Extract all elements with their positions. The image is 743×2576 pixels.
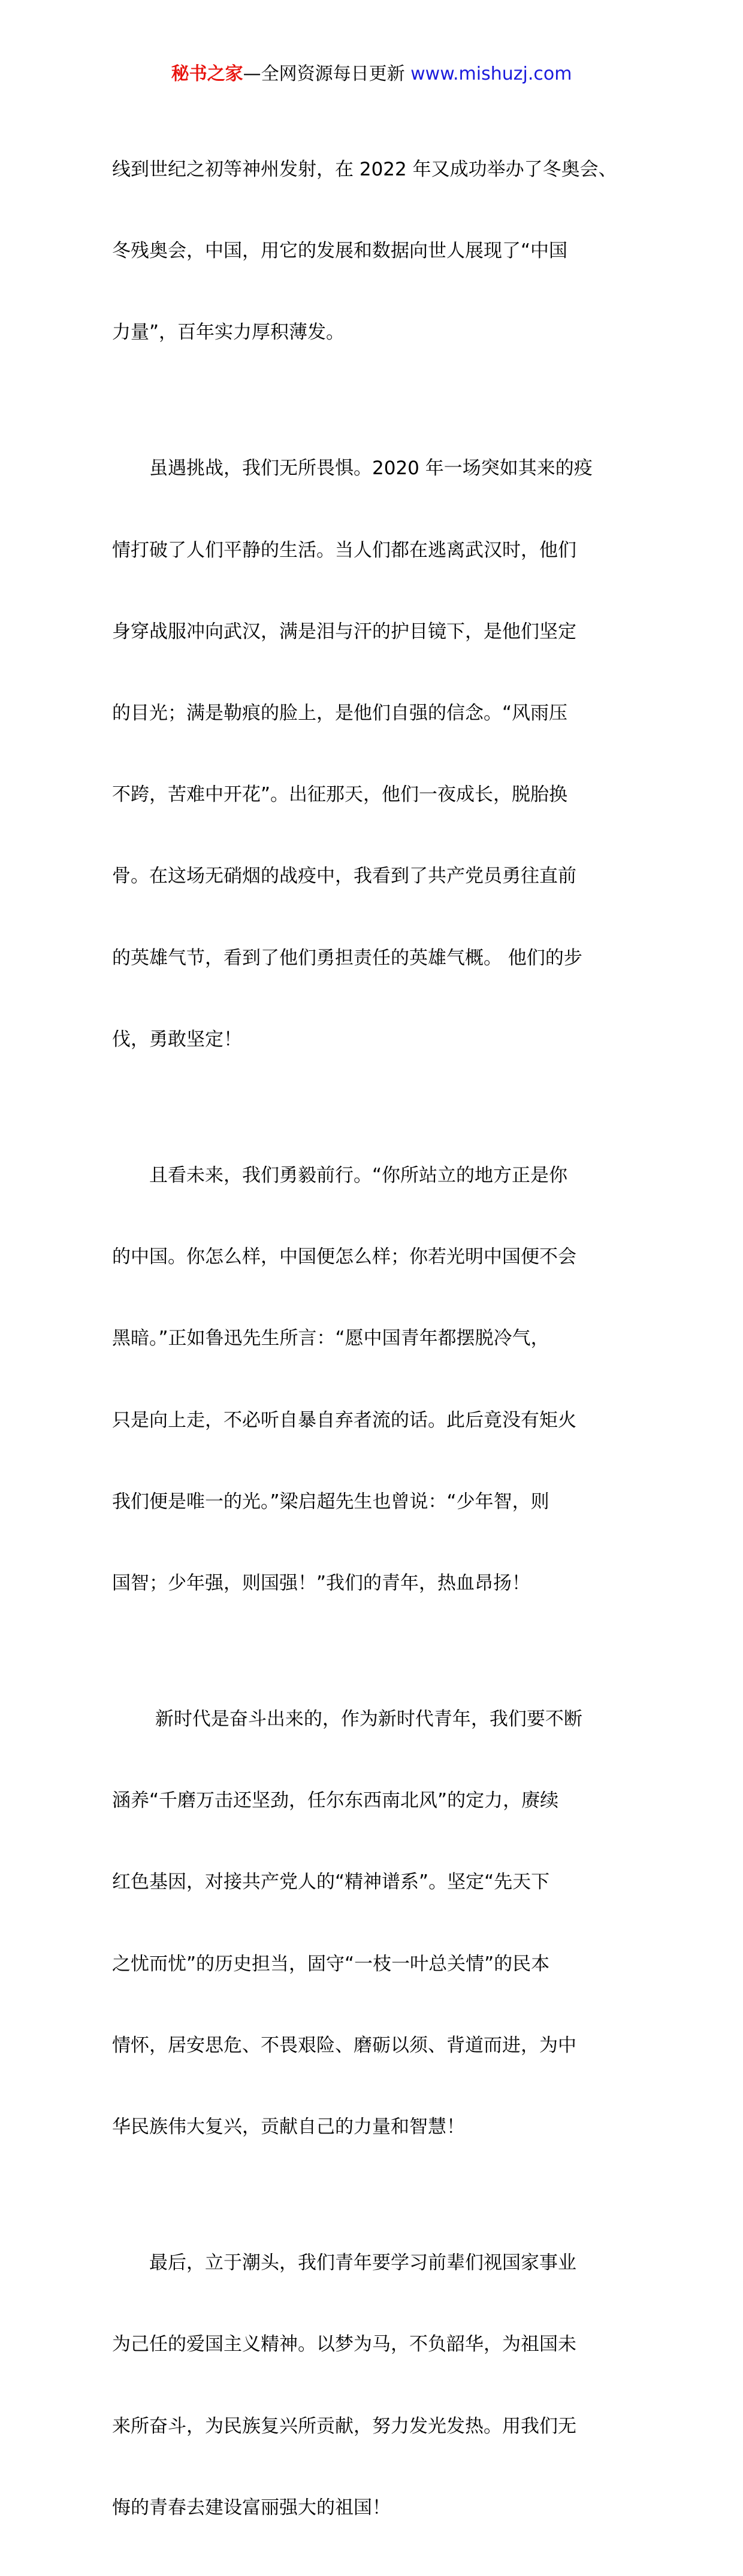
text-line: 最后，立于潮头，我们青年要学习前辈们视国家事业	[112, 2252, 576, 2274]
text-line: 虽遇挑战，我们无所畏惧。2020 年一场突如其来的疫	[112, 457, 593, 480]
site-url-link[interactable]: www.mishuzj.com	[410, 63, 572, 84]
text-line: 只是向上走，不必听自暴自弃者流的话。此后竟没有矩火	[112, 1409, 576, 1431]
paragraph	[112, 401, 631, 1108]
text-line: 力量”，百年实力厚积薄发。	[112, 322, 345, 344]
brand-name: 秘书之家	[171, 63, 243, 84]
text-line: 悔的青春去建设富丽强大的祖国！	[112, 2496, 391, 2519]
text-line: 线到世纪之初等神州发射，在 2022 年又成功举办了冬奥会、	[112, 158, 617, 180]
text-line: 情怀，居安思危、不畏艰险、磨砺以须、背道而进，为中	[112, 2034, 576, 2056]
page-header	[0, 60, 743, 89]
document-body	[112, 102, 631, 2576]
text-line: 的目光；满是勒痕的脸上，是他们自强的信念。“风雨压	[112, 702, 568, 724]
text-line: 涵养“千磨万击还坚劲，任尔东西南北风”的定力，赓续	[112, 1790, 559, 1812]
text-line: 冬残奥会，中国，用它的发展和数据向世人展现了“中国	[112, 240, 568, 262]
text-line: 身穿战服冲向武汉，满是泪与汗的护目镜下，是他们坚定	[112, 620, 576, 643]
paragraph	[112, 2195, 631, 2576]
paragraph	[112, 102, 631, 401]
text-line: 伐，勇敢坚定！	[112, 1028, 242, 1050]
text-line: 之忧而忧”的历史担当，固守“一枝一叶总关情”的民本	[112, 1953, 550, 1975]
text-line: 不跨，苦难中开花”。出征那天，他们一夜成长，脱胎换	[112, 784, 568, 806]
text-line: 且看未来，我们勇毅前行。“你所站立的地方正是你	[112, 1164, 568, 1186]
text-line: 来所奋斗，为民族复兴所贡献，努力发光发热。用我们无	[112, 2415, 576, 2437]
text-line: 华民族伟大复兴，贡献自己的力量和智慧！	[112, 2116, 465, 2138]
text-line: 我们便是唯一的光。”梁启超先生也曾说：“少年智，则	[112, 1490, 549, 1513]
text-line: 情打破了人们平静的生活。当人们都在逃离武汉时，他们	[112, 539, 576, 561]
paragraph	[112, 1651, 631, 2195]
text-line: 黑暗。”正如鲁迅先生所言：“愿中国青年都摆脱冷气，	[112, 1328, 549, 1350]
text-line: 国智；少年强，则国强！”我们的青年，热血昂扬！	[112, 1572, 531, 1594]
text-line: 新时代是奋斗出来的，作为新时代青年，我们要不断	[112, 1708, 582, 1730]
header-tagline: —全网资源每日更新	[243, 63, 405, 84]
text-line: 的英雄气节，看到了他们勇担责任的英雄气概。 他们的步	[112, 947, 582, 969]
text-line: 骨。在这场无硝烟的战疫中，我看到了共产党员勇往直前	[112, 865, 576, 887]
paragraph	[112, 1108, 631, 1651]
text-line: 红色基因，对接共产党人的“精神谱系”。坚定“先天下	[112, 1871, 550, 1893]
text-line: 为己任的爱国主义精神。以梦为马，不负韶华，为祖国未	[112, 2333, 576, 2356]
text-line: 的中国。你怎么样，中国便怎么样；你若光明中国便不会	[112, 1246, 576, 1268]
